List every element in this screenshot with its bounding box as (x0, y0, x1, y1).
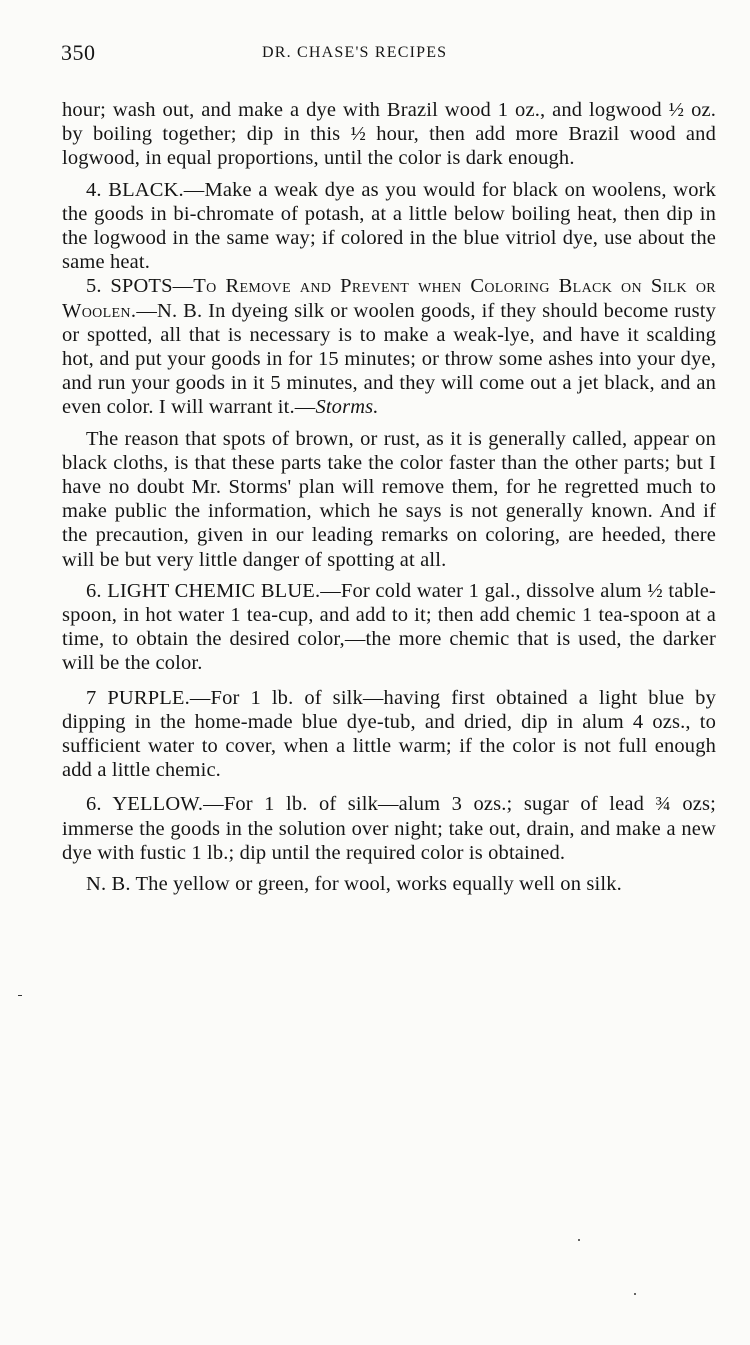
page-body (62, 98, 716, 896)
print-speck (578, 1239, 580, 1241)
paragraph-black-recipe: 4. BLACK.—Make a weak dye as you would for black on woolens, work the goods in bi-chromate of potash, at a little below boiling heat, then dip in the logwood in the same way; if colored in the blue vitriol dye, use about the same heat. (62, 178, 716, 274)
spots-author: Storms. (315, 396, 379, 419)
spots-heading-lead: 5. SPOTS— (86, 275, 194, 298)
print-speck (634, 1293, 636, 1295)
paragraph-spots-recipe (62, 274, 716, 419)
print-speck (18, 995, 22, 996)
paragraph-light-chemic-blue: 6. LIGHT CHEMIC BLUE.—For cold water 1 gal., dissolve alum ½ table-spoon, in hot water 1 tea-cup, and add to it; then add chemic 1 tea-spoon at a time, to obtain the desired color,—the more chemic that is used, the darker will be the color. (62, 579, 716, 675)
spots-heading-caps: To Remove and Prevent when Coloring Black on Silk or Woolen. (62, 275, 716, 322)
page-header (61, 40, 703, 80)
paragraph-yellow: 6. YELLOW.—For 1 lb. of silk—alum 3 ozs.; sugar of lead ¾ ozs; immerse the goods in the solution over night; take out, drain, and make a new dye with fustic 1 lb.; dip until the required color is obtained. (62, 793, 716, 864)
paragraph-purple: 7 PURPLE.—For 1 lb. of silk—having first obtained a light blue by dipping in the home-made blue dye-tub, and dried, dip in alum 4 ozs., to sufficient water to cover, when a little warm; if the color is not full enough add a little chemic. (62, 686, 716, 782)
paragraph-spots-commentary: The reason that spots of brown, or rust, as it is generally called, appear on black cloths, is that these parts take the color faster than the other parts; but I have no doubt Mr. Storms' plan will remove them, for he regretted much to make public the information, which he says is not generally known. And if the precaution, given in our leading remarks on coloring, are heeded, there will be but very little danger of spotting at all. (62, 427, 716, 571)
paragraph-continuation: hour; wash out, and make a dye with Brazil wood 1 oz., and logwood ½ oz. by boiling together; dip in this ½ hour, then add more Brazil wood and logwood, in equal proportions, until the color is dark enough. (62, 99, 716, 170)
running-head: DR. CHASE'S RECIPES (262, 44, 448, 61)
paragraph-nb-note: N. B. The yellow or green, for wool, works equally well on silk. (86, 873, 622, 896)
page-number: 350 (61, 40, 96, 65)
spots-body: —N. B. In dyeing silk or woolen goods, if they should become rusty or spotted, all that is necessary is to make a weak-lye, and have it scalding hot, and put your goods in for 15 minutes; or throw some ashes into your dye, and run your goods in it 5 minutes, and they will come out a jet black, and an even color. I will warrant it.— (62, 299, 716, 419)
